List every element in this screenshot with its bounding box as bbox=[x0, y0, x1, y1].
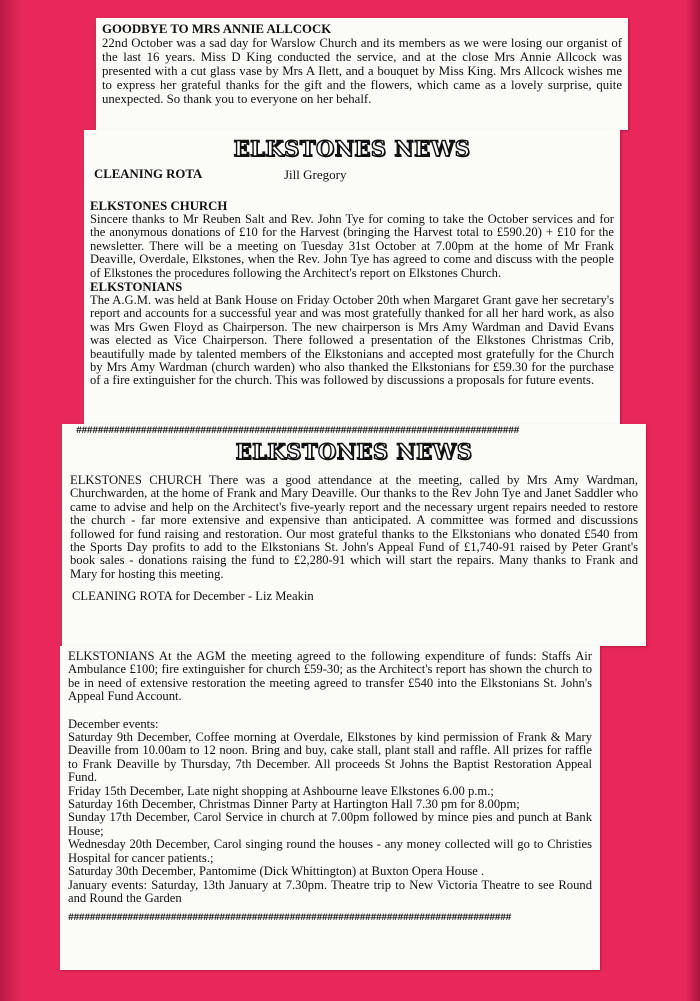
clipping-elkstones-news-1 bbox=[84, 130, 620, 430]
goodbye-body: 22nd October was a sad day for Warslow Church and its members as we were losing our organist of the last 16 years. Miss D King conducted the service, and at the close Mrs Annie Allcock was presented with a cut glass vase by Mrs A Ilett, and a bouquet by Miss King. Mrs Allcock wishes me to express her grateful thanks for the gift and the flowers, which came as a lovely surprise, quite unexpected. So thank you to everyone on her behalf. bbox=[102, 36, 622, 106]
clipping-elkstonians-events bbox=[60, 646, 600, 970]
elkstones-news-banner-2: ELKSTONES NEWS bbox=[235, 439, 473, 464]
goodbye-title: GOODBYE TO MRS ANNIE ALLCOCK bbox=[102, 22, 332, 36]
event-coffee-morning: Saturday 9th December, Coffee morning at Overdale, Elkstones by kind permission of Frank & Mary Deaville from 10.00am to 12 noon. Bring and buy, cake stall, plant stall and raffle. All prizes for raffle to Frank Deaville by Thursday, 7th December. All proceeds St Johns the Baptist Restoration Appeal Fund. bbox=[68, 730, 592, 785]
event-pantomime: Saturday 30th December, Pantomime (Dick Whittington) at Buxton Opera House . bbox=[68, 864, 485, 879]
church-meeting-body: ELKSTONES CHURCH There was a good attendance at the meeting, called by Mrs Amy Wardman, Churchwarden, at the home of Frank and Mary Deaville. Our thanks to the Rev John Tye and Janet Saddler who came to advise and help on the Architect's five-yearly report and the necessary urgent repairs needed to restore the church - far more extensive and expensive than anticipated. A committee was formed and discussions followed for fund raising and restoration. Our most grateful thanks to the Elkstonians who donated £540 from the Sports Day profits to add to the Elkstonians St. John's Appeal Fund of £1,740-91 raised by Peter Grant's book sales - donations raising the fund to £2,280-91 which will start the repairs. Many thanks to Frank and Mary for hosting this meeting. bbox=[70, 473, 638, 581]
event-late-night-shopping: Friday 15th December, Late night shopping at Ashbourne leave Elkstones 6.00 p.m.; bbox=[68, 783, 494, 798]
elkstones-news-banner: ELKSTONES NEWS bbox=[233, 136, 471, 161]
clipping-elkstones-news-2 bbox=[62, 424, 646, 646]
event-carol-service: Sunday 17th December, Carol Service in church at 7.00pm followed by mince pies and punch at Bank House; bbox=[68, 810, 592, 838]
clipping-goodbye bbox=[96, 18, 628, 130]
event-carol-singing: Wednesday 20th December, Carol singing round the houses - any money collected will go to Christies Hospital for cancer patients.; bbox=[68, 837, 592, 865]
event-christmas-dinner: Saturday 16th December, Christmas Dinner Party at Hartington Hall 7.30 pm for 8.00pm; bbox=[68, 797, 520, 812]
december-cleaning-rota: CLEANING ROTA for December - Liz Meakin bbox=[72, 589, 314, 604]
right-page-edge bbox=[686, 0, 700, 1001]
page-edge bbox=[0, 0, 22, 1001]
cleaning-rota-name: Jill Gregory bbox=[284, 167, 347, 182]
event-theatre-trip: January events: Saturday, 13th January at 7.30pm. Theatre trip to New Victoria Theatre to see Round and Round the Garden bbox=[68, 877, 592, 905]
elkstonians-title: ELKSTONIANS bbox=[90, 280, 183, 295]
elkstones-church-title: ELKSTONES CHURCH bbox=[90, 199, 228, 213]
elkstones-church-body: Sincere thanks to Mr Reuben Salt and Rev. John Tye for coming to take the October services and for the anonymous donations of £10 for the Harvest (bringing the Harvest total to £590.20) + £10 for the newsletter. There will be a meeting on Tuesday 31st October at 7.00pm at the home of Mr Frank Deaville, Overdale, Elkstones, when the Rev. John Tye has agreed to come and discuss with the people of Elkstones the procedures following the Architect's report on Elkstones Church. bbox=[90, 212, 614, 280]
december-events-title: December events: bbox=[68, 716, 159, 731]
hash-divider-bottom: ################################################################################## bbox=[68, 913, 511, 925]
elkstonians-agm-body: ELKSTONIANS At the AGM the meeting agreed to the following expenditure of funds: Staffs Air Ambulance £100; fire extinguisher for church £59-30; as the Architect's report has shown the church to be in need of extensive restoration the meeting agreed to transfer £540 into the Elkstonians St. John's Appeal Fund Account. bbox=[68, 649, 592, 704]
elkstonians-body: The A.G.M. was held at Bank House on Friday October 20th when Margaret Grant gave her secretary's report and accounts for a successful year and was most gratefully thanked for all her hard work, as also was Mrs Gwen Floyd as Chairperson. The new chairperson is Mrs Amy Wardman and David Evans was elected as Vice Chairperson. There followed a presentation of the Elkstones Christmas Crib, beautifully made by talented members of the Elkstonians and accepted most gratefully for the Church by Mrs Amy Wardman (church warden) who also thanked the Elkstonians for £59.30 for the purchase of a fire extinguisher for the church. This was followed by discussions a proposals for future events. bbox=[90, 293, 614, 388]
hash-divider-top: ################################################################################## bbox=[76, 426, 519, 437]
cleaning-rota-label: CLEANING ROTA bbox=[94, 167, 203, 181]
